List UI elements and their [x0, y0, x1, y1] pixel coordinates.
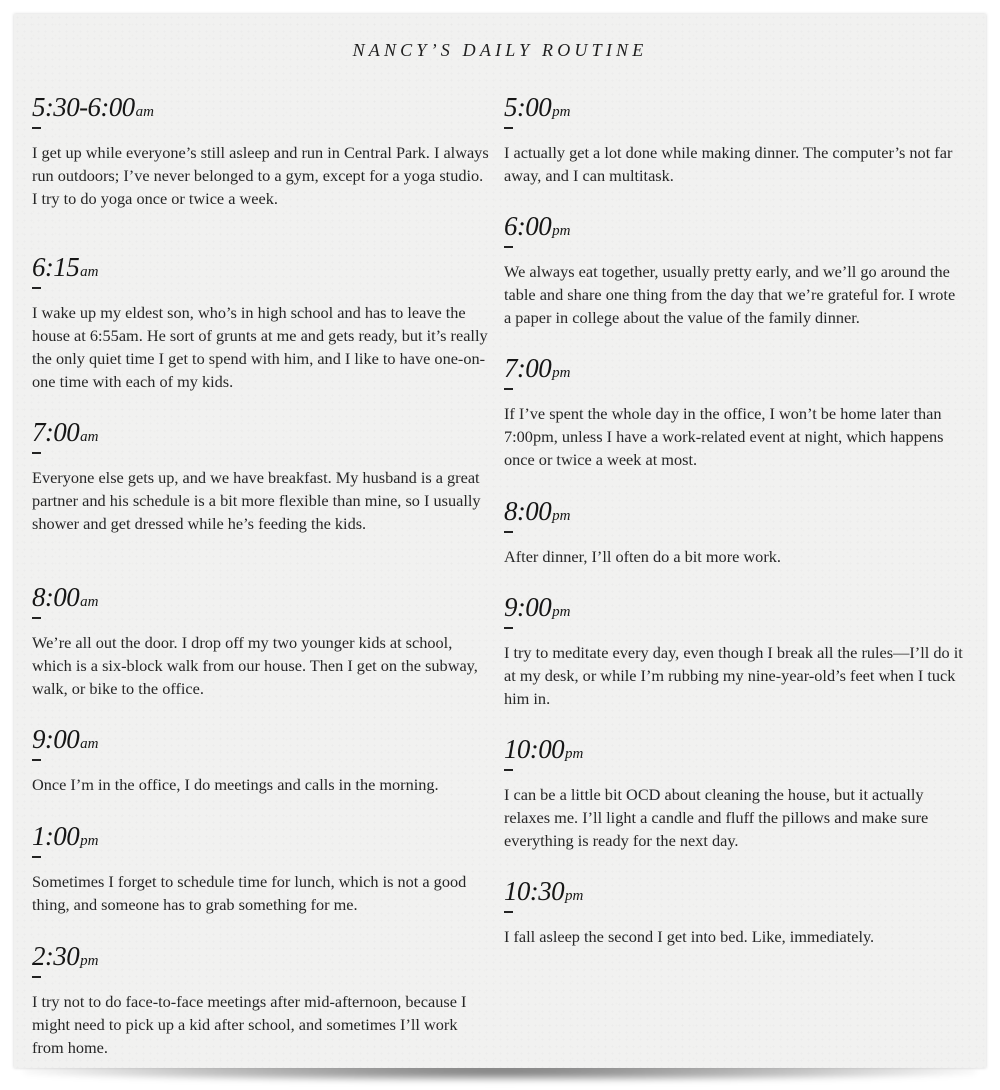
routine-entry — [32, 724, 492, 821]
routine-sheet — [14, 14, 986, 1068]
dash-divider — [504, 531, 513, 533]
dash-divider — [32, 976, 41, 978]
entry-text: Sometimes I forget to schedule time for lunch, which is not a good thing, and someone has to grab something for me. — [32, 872, 467, 914]
entry-text: If I’ve spent the whole day in the office, I won’t be home later than 7:00pm, unless I have a work-related event at night, which happens once or twice a week at most. — [504, 404, 944, 469]
routine-entry — [32, 92, 492, 252]
entry-time: 8:00pm — [504, 496, 571, 526]
left-column — [32, 92, 492, 1059]
entry-time: 6:00pm — [504, 211, 571, 241]
entry-text: I get up while everyone’s still asleep and run in Central Park. I always run outdoors; I’ve never belonged to a gym, except for a yoga studio. I try to do yoga once or twice a week. — [32, 143, 489, 208]
entry-time: 7:00pm — [504, 353, 571, 383]
dash-divider — [32, 856, 41, 858]
entry-text: Once I’m in the office, I do meetings and calls in the morning. — [32, 775, 439, 794]
entry-text: We’re all out the door. I drop off my two younger kids at school, which is a six-block walk from our house. Then I get on the subway, walk, or bike to the office. — [32, 633, 478, 698]
entry-time: 5:00pm — [504, 92, 571, 122]
entry-text: I wake up my eldest son, who’s in high school and has to leave the house at 6:55am. He sort of grunts at me and gets ready, but it’s really the only quiet time I get to spend with him, and I like to have one-on-one time with each of my kids. — [32, 303, 488, 391]
routine-entry — [32, 252, 492, 417]
dash-divider — [32, 287, 41, 289]
entry-time: 7:00am — [32, 417, 99, 447]
dash-divider — [504, 911, 513, 913]
entry-text: I actually get a lot done while making dinner. The computer’s not far away, and I can multitask. — [504, 143, 953, 185]
entry-text: Everyone else gets up, and we have breakfast. My husband is a great partner and his schedule is a bit more flexible than mine, so I usually shower and get dressed while he’s feeding the kids. — [32, 468, 481, 533]
routine-entry — [504, 496, 964, 592]
entry-text: After dinner, I’ll often do a bit more work. — [504, 547, 781, 566]
entry-text: I can be a little bit OCD about cleaning the house, but it actually relaxes me. I’ll light a candle and fluff the pillows and make sure everything is ready for the next day. — [504, 785, 929, 850]
entry-time: 9:00am — [32, 724, 99, 754]
entry-time: 6:15am — [32, 252, 99, 282]
entry-time: 8:00am — [32, 582, 99, 612]
entry-time: 1:00pm — [32, 821, 99, 851]
entry-time: 2:30pm — [32, 941, 99, 971]
routine-entry — [32, 582, 492, 724]
routine-entry — [32, 821, 492, 941]
entry-text: I try not to do face-to-face meetings after mid-afternoon, because I might need to pick up a kid after school, and sometimes I’ll work from home. — [32, 992, 467, 1057]
entry-text: I try to meditate every day, even though I break all the rules—I’ll do it at my desk, or while I’m rubbing my nine-year-old’s feet when I tuck him in. — [504, 643, 963, 708]
routine-entry — [504, 734, 964, 876]
page-title: NANCY’S DAILY ROUTINE — [352, 40, 648, 60]
entry-text: I fall asleep the second I get into bed. Like, immediately. — [504, 927, 875, 946]
routine-entry — [504, 876, 964, 948]
routine-entry — [504, 592, 964, 734]
dash-divider — [32, 452, 41, 454]
entry-time: 10:00pm — [504, 734, 584, 764]
entry-time: 10:30pm — [504, 876, 584, 906]
dash-divider — [32, 127, 41, 129]
entry-text: We always eat together, usually pretty early, and we’ll go around the table and share one thing from the day that we’re grateful for. I wrote a paper in college about the value of the family dinner. — [504, 262, 956, 327]
dash-divider — [504, 127, 513, 129]
dash-divider — [504, 769, 513, 771]
right-column — [504, 92, 964, 948]
routine-entry — [32, 941, 492, 1059]
dash-divider — [504, 388, 513, 390]
routine-entry — [504, 211, 964, 353]
entry-time: 9:00pm — [504, 592, 571, 622]
dash-divider — [32, 617, 41, 619]
routine-entry — [32, 417, 492, 582]
dash-divider — [504, 627, 513, 629]
entry-time: 5:30-6:00am — [32, 92, 154, 122]
routine-entry — [504, 353, 964, 496]
dash-divider — [504, 246, 513, 248]
routine-entry — [504, 92, 964, 211]
dash-divider — [32, 759, 41, 761]
